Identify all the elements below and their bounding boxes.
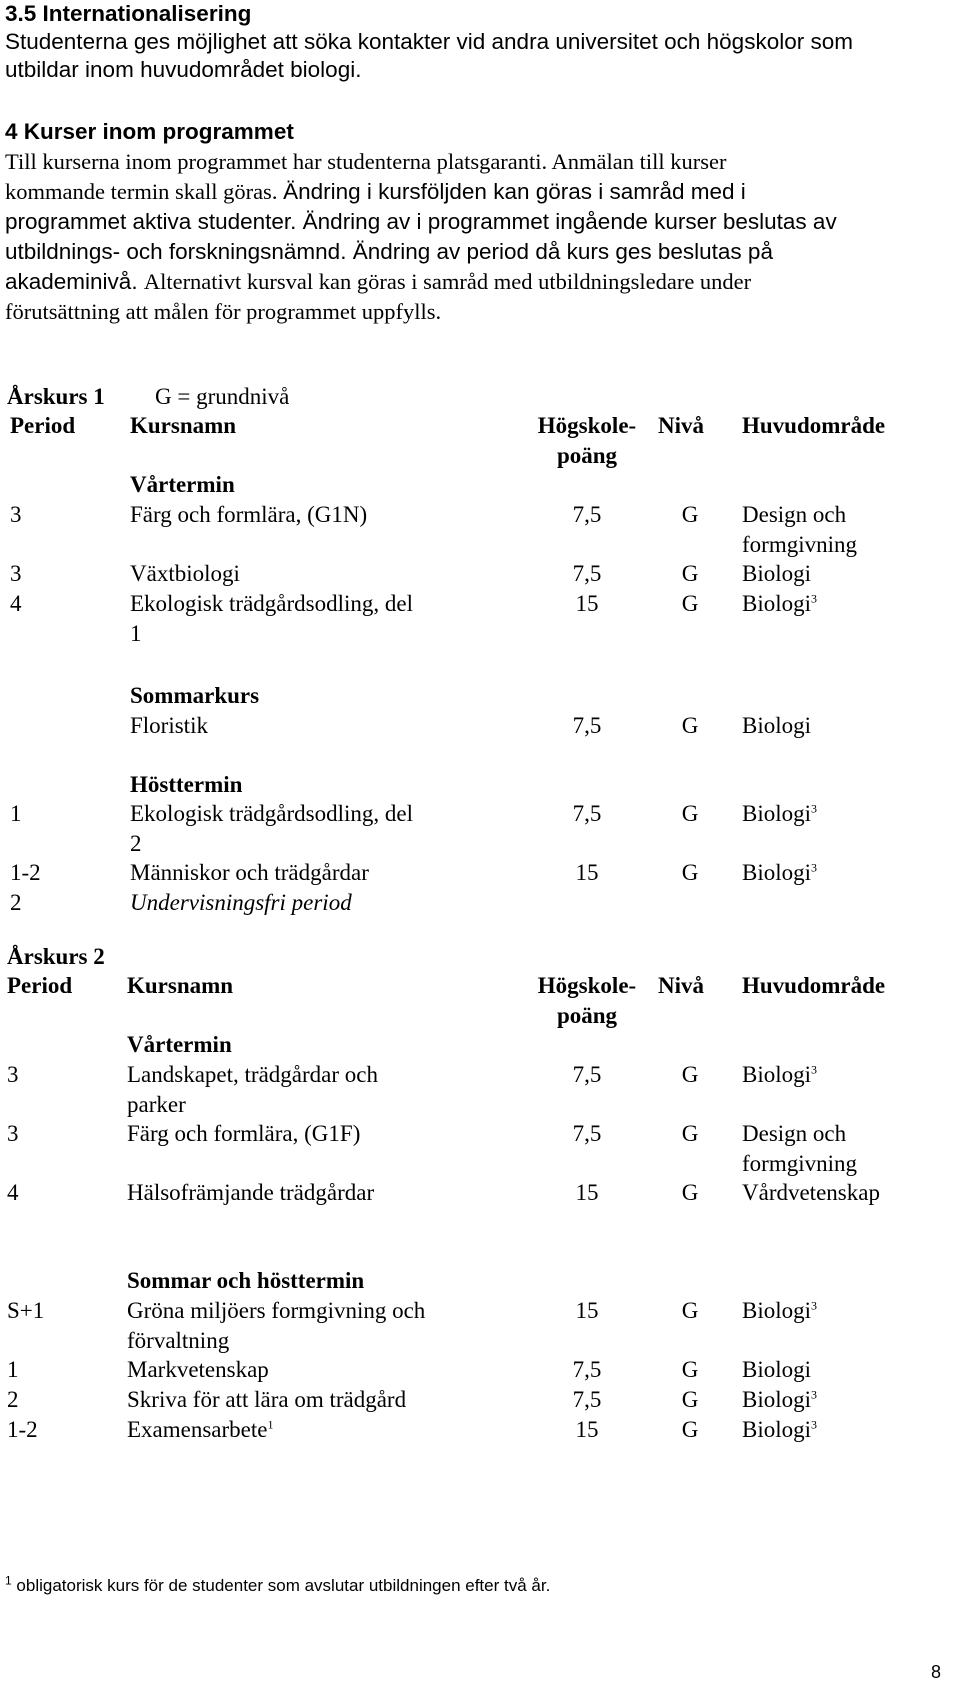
cell-credits: 7,5	[572, 713, 602, 738]
footnote-text: obligatorisk kurs för de studenter som avslutar utbildningen efter två år.	[11, 1576, 551, 1595]
cell-course: Ekologisk trädgårdsodling, del	[130, 591, 413, 616]
cell-course: Gröna miljöers formgivning och	[127, 1298, 426, 1323]
cell-area: Biologi$^3$	[742, 1062, 818, 1087]
cell-course: Undervisningsfri period	[130, 890, 352, 915]
cell-course: Markvetenskap	[127, 1357, 269, 1382]
cell-course: Färg och formlära, (G1N)	[130, 502, 368, 527]
footnote-ref: 3	[811, 1417, 818, 1432]
cell-course: Växtbiologi	[130, 561, 240, 586]
cell-area: Biologi$^3$	[742, 860, 818, 885]
section-paragraph	[5, 147, 955, 327]
cell-period: 3	[10, 561, 22, 586]
footnote-ref: 3	[811, 860, 818, 875]
cell-course-cont: parker	[127, 1092, 186, 1117]
text-run: Ändring av i programmet ingående kurser beslutas av	[302, 209, 837, 234]
paragraph-line	[5, 237, 955, 267]
cell-credits: 15	[575, 591, 599, 616]
cell-course-cont: 1	[130, 621, 142, 646]
cell-area: Biologi	[742, 1357, 812, 1382]
level-legend: G = grundnivå	[155, 384, 290, 409]
cell-level: G	[681, 591, 699, 616]
cell-period: 2	[7, 1387, 19, 1412]
section-heading: 3.5 Internationalisering	[5, 1, 252, 26]
year-title: Årskurs 2	[7, 944, 105, 969]
cell-course: Landskapet, trädgårdar och	[127, 1062, 378, 1087]
footnote-ref: 3	[811, 801, 818, 816]
col-header-credits: Högskole-	[537, 973, 637, 998]
paragraph-line: Studenterna ges möjlighet att söka kontakter vid andra universitet och högskolor som	[5, 29, 853, 54]
cell-course: Floristik	[130, 713, 208, 738]
paragraph-line	[5, 207, 955, 237]
cell-level: G	[681, 561, 699, 586]
cell-course-cont: 2	[130, 831, 142, 856]
cell-credits: 7,5	[572, 1357, 602, 1382]
cell-area: Biologi	[742, 713, 812, 738]
col-header-period: Period	[7, 973, 73, 998]
cell-period: 1-2	[7, 1417, 38, 1442]
cell-area: Biologi$^3$	[742, 801, 818, 826]
cell-credits: 15	[575, 860, 599, 885]
cell-course: Examensarbete$^1$	[127, 1417, 274, 1442]
section-internationalisering	[5, 0, 955, 84]
cell-area: Design och	[742, 502, 847, 527]
cell-period: 1-2	[10, 860, 41, 885]
col-header-credits-2: poäng	[556, 443, 618, 468]
cell-course: Skriva för att lära om trädgård	[127, 1387, 407, 1412]
cell-level: G	[681, 1298, 699, 1323]
cell-course: Människor och trädgårdar	[130, 860, 369, 885]
cell-level: G	[681, 1417, 699, 1442]
cell-level: G	[681, 1062, 699, 1087]
cell-period: 4	[10, 591, 22, 616]
cell-area: Biologi$^3$	[742, 1387, 818, 1412]
cell-period: 4	[7, 1180, 19, 1205]
text-run: utbildnings- och forskningsnämnd.	[5, 239, 353, 264]
cell-period: 1	[7, 1357, 19, 1382]
col-header-course: Kursnamn	[127, 973, 234, 998]
col-header-credits: Högskole-	[537, 413, 637, 438]
cell-area-cont: formgivning	[742, 1151, 857, 1176]
col-header-course: Kursnamn	[130, 413, 237, 438]
cell-credits: 7,5	[572, 502, 602, 527]
term-label: Sommarkurs	[130, 683, 260, 708]
cell-period: 3	[10, 502, 22, 527]
term-label: Sommar och hösttermin	[127, 1268, 365, 1293]
footnote-marker: 1	[5, 1573, 12, 1588]
cell-level: G	[681, 1387, 699, 1412]
paragraph-line	[5, 177, 955, 207]
cell-credits: 15	[575, 1180, 599, 1205]
text-run: kommande termin skall göras.	[5, 179, 284, 204]
cell-credits: 7,5	[572, 1062, 602, 1087]
cell-area: Biologi$^3$	[742, 1298, 818, 1323]
footnote	[5, 1573, 551, 1596]
col-header-period: Period	[10, 413, 76, 438]
col-header-area: Huvudområde	[742, 973, 886, 998]
text-run: Ändring av period då kurs ges beslutas på	[352, 239, 773, 264]
cell-credits: 7,5	[572, 1121, 602, 1146]
page-number: 8	[931, 1662, 942, 1682]
footnote-ref: 1	[267, 1417, 274, 1432]
col-header-level: Nivå	[658, 413, 704, 438]
paragraph-line	[5, 297, 955, 327]
text-run: Till kurserna inom programmet har studenterna platsgaranti. Anmälan till kurser	[5, 149, 727, 174]
cell-area: Vårdvetenskap	[742, 1180, 880, 1205]
cell-credits: 15	[575, 1298, 599, 1323]
cell-level: G	[681, 1357, 699, 1382]
cell-area: Biologi$^3$	[742, 1417, 818, 1442]
section-heading: 4 Kurser inom programmet	[5, 119, 294, 144]
cell-credits: 7,5	[572, 801, 602, 826]
cell-area: Biologi	[742, 561, 812, 586]
cell-level: G	[681, 1121, 699, 1146]
cell-level: G	[681, 860, 699, 885]
cell-course: Färg och formlära, (G1F)	[127, 1121, 361, 1146]
paragraph-line	[5, 267, 955, 297]
cell-period: 1	[10, 801, 22, 826]
paragraph-line	[5, 147, 955, 177]
cell-level: G	[681, 713, 699, 738]
footnote-ref: 3	[811, 1298, 818, 1313]
cell-period: 3	[7, 1121, 19, 1146]
text-run: Alternativt kursval kan göras i samråd med utbildningsledare under	[143, 269, 752, 294]
cell-level: G	[681, 502, 699, 527]
col-header-level: Nivå	[658, 973, 704, 998]
year-title: Årskurs 1	[7, 384, 105, 409]
cell-course: Ekologisk trädgårdsodling, del	[130, 801, 413, 826]
text-run: Ändring i kursföljden kan göras i samråd med i	[283, 179, 746, 204]
footnote-ref: 3	[811, 1387, 818, 1402]
text-run: förutsättning att målen för programmet uppfylls.	[5, 299, 442, 324]
paragraph-line: utbildar inom huvudområdet biologi.	[5, 57, 362, 82]
cell-credits: 15	[575, 1417, 599, 1442]
term-label: Vårtermin	[130, 472, 235, 497]
text-run: programmet aktiva studenter.	[5, 209, 303, 234]
cell-area: Design och	[742, 1121, 847, 1146]
cell-level: G	[681, 1180, 699, 1205]
cell-area-cont: formgivning	[742, 532, 857, 557]
cell-course: Hälsofrämjande trädgårdar	[127, 1180, 375, 1205]
section-kurser	[5, 117, 955, 327]
footnote-ref: 3	[811, 1062, 818, 1077]
cell-period: 2	[10, 890, 22, 915]
cell-credits: 7,5	[572, 561, 602, 586]
cell-course-cont: förvaltning	[127, 1328, 230, 1353]
term-label: Hösttermin	[130, 772, 243, 797]
cell-credits: 7,5	[572, 1387, 602, 1412]
cell-period: S+1	[7, 1298, 45, 1323]
col-header-area: Huvudområde	[742, 413, 886, 438]
text-run: akademinivå.	[5, 269, 144, 294]
footnote-ref: 3	[811, 591, 818, 606]
cell-period: 3	[7, 1062, 19, 1087]
cell-level: G	[681, 801, 699, 826]
cell-area: Biologi$^3$	[742, 591, 818, 616]
col-header-credits-2: poäng	[556, 1003, 618, 1028]
term-label: Vårtermin	[127, 1032, 232, 1057]
